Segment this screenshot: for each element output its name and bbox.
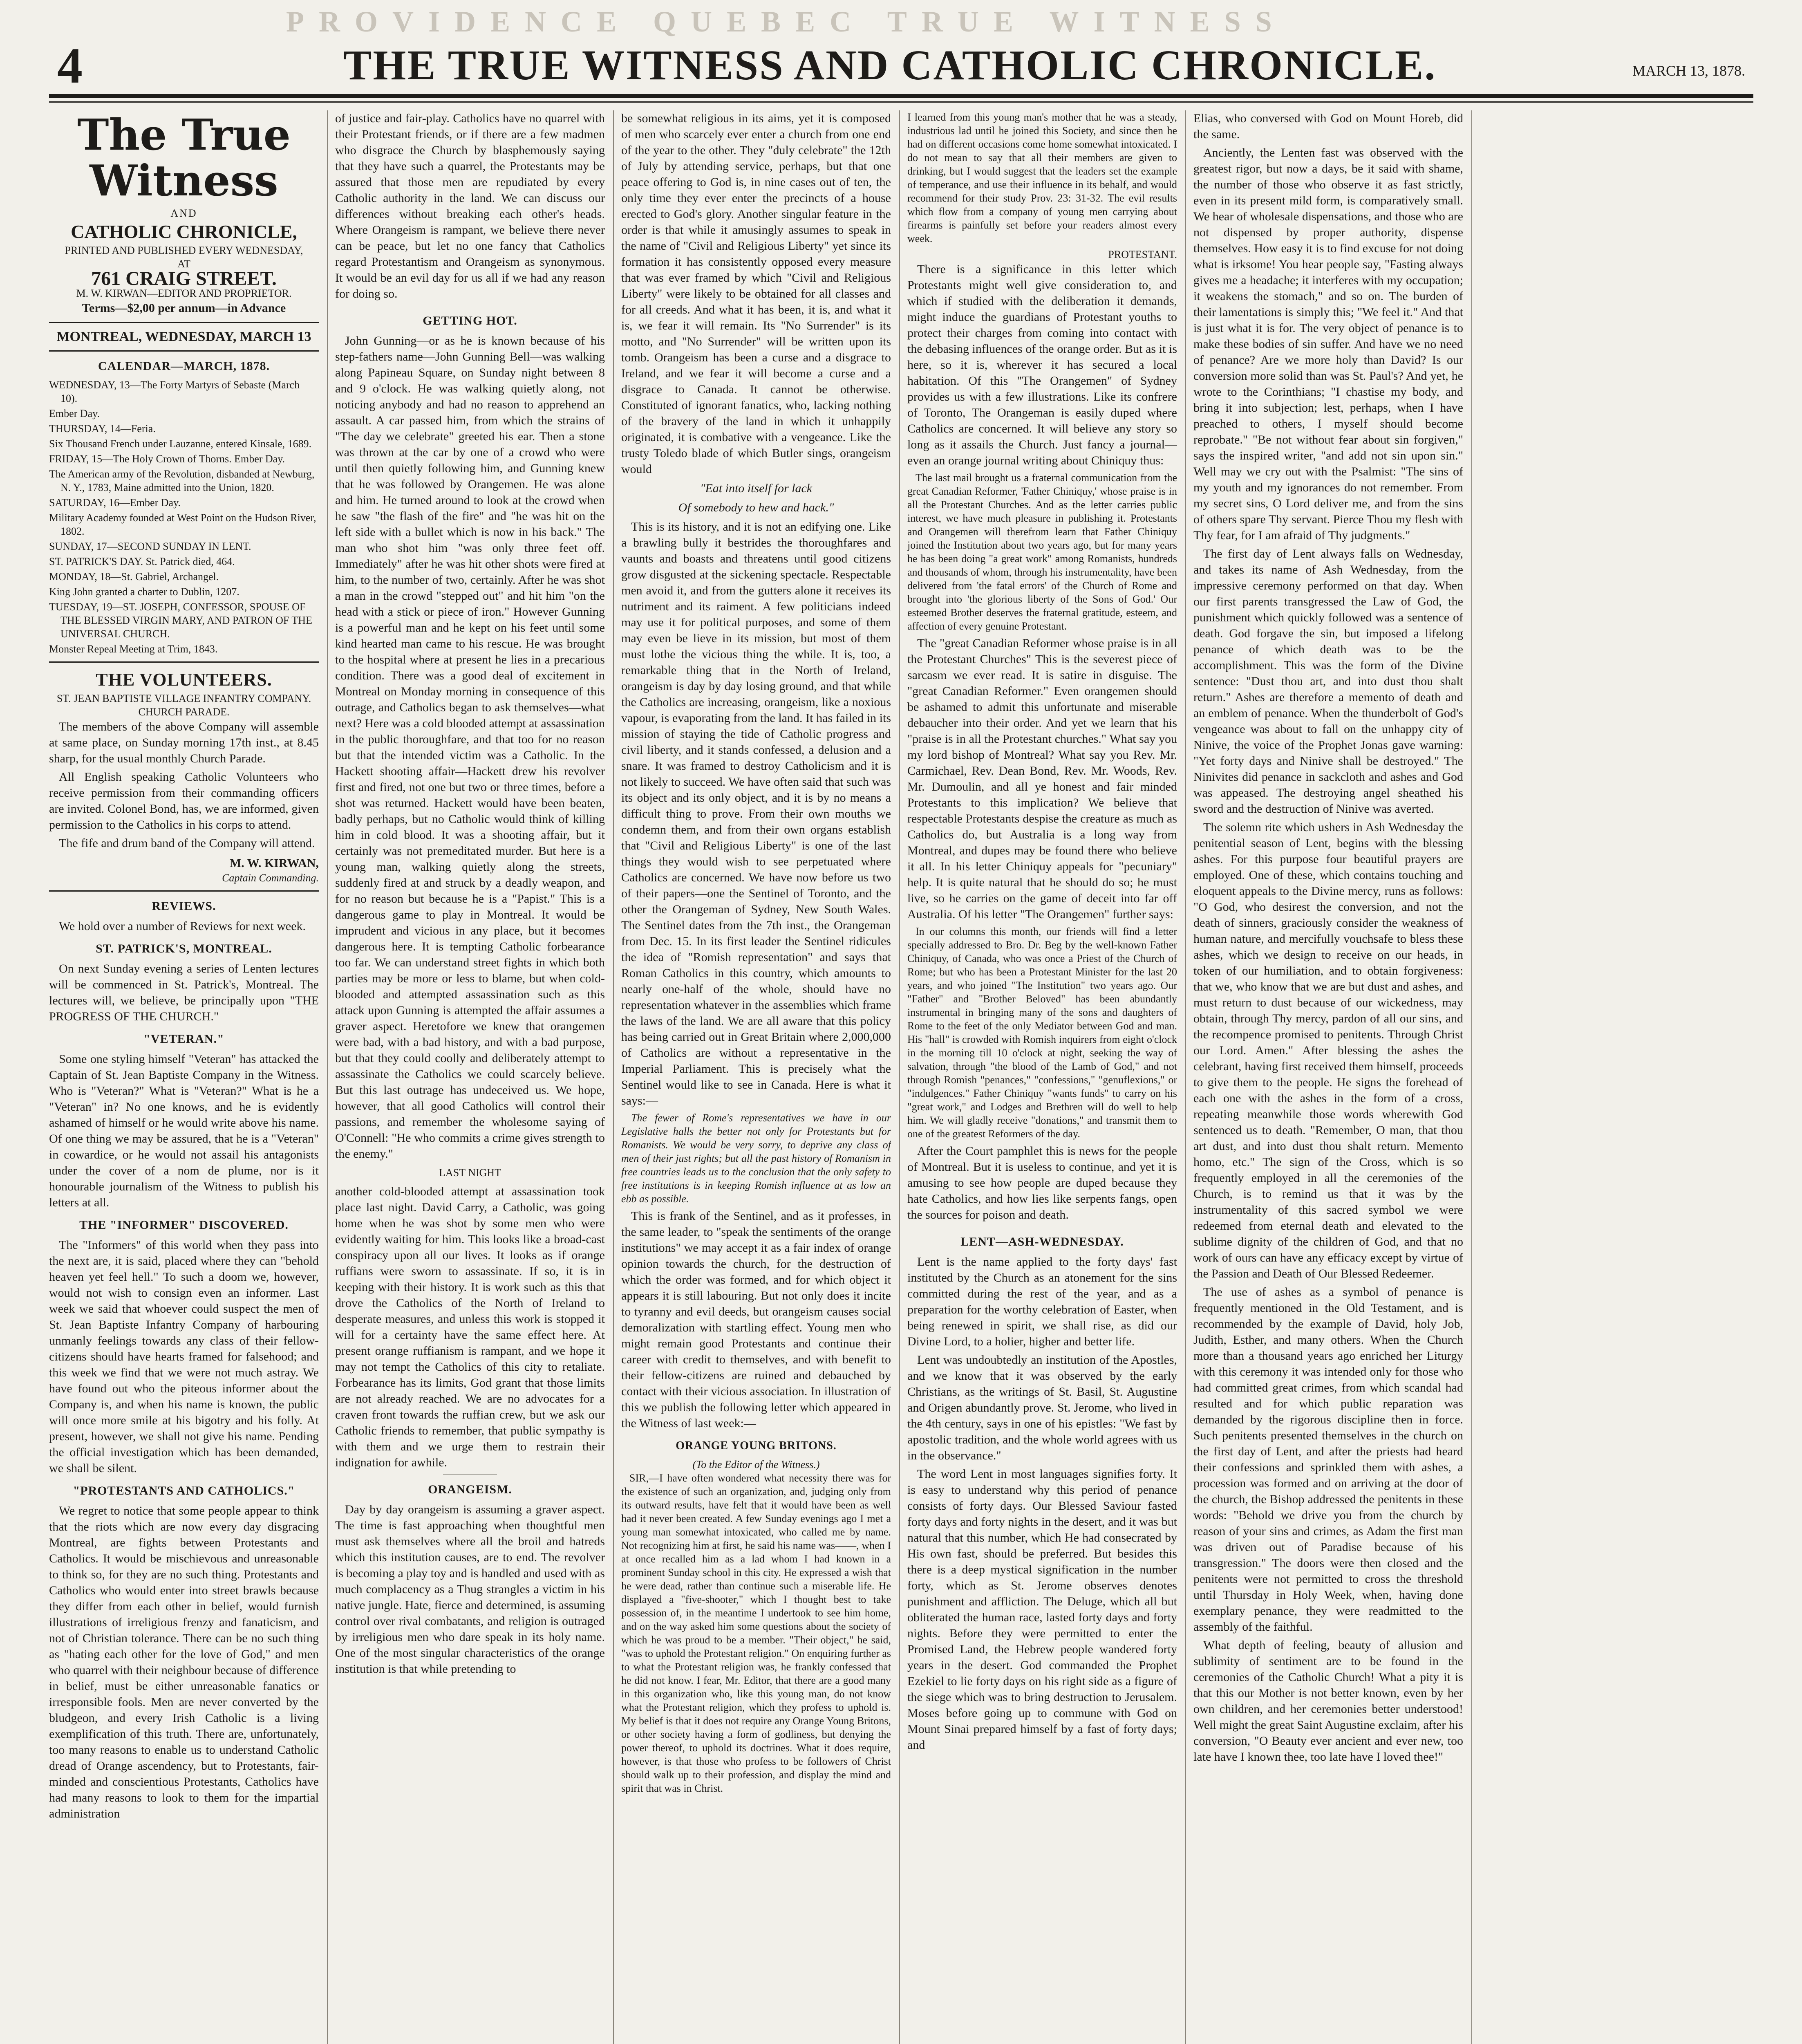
calendar-entry: King John granted a charter to Dublin, 1207.: [49, 586, 240, 598]
office-address: 761 CRAIG STREET.: [91, 268, 277, 289]
page-number: 4: [57, 38, 83, 94]
nameplate: The True Witness: [77, 110, 291, 206]
article-subheading: ST. JEAN BAPTISTE VILLAGE INFANTRY COMPANY.: [56, 693, 311, 704]
nameplate-and: AND: [170, 207, 197, 219]
column-divider: [1471, 110, 1472, 2044]
article-heading: LENT—ASH-WEDNESDAY.: [960, 1235, 1124, 1248]
article-heading: THE "INFORMER" DISCOVERED.: [79, 1218, 289, 1232]
article-paragraph: Some one styling himself "Veteran" has attacked the Captain of St. Jean Baptiste Company in the Witness. Who is "Veteran?" What is "Veteran?" What is he a "Veteran" in? No one knows, and he is evidently ashamed of himself or he would write above his name. Of one thing we may be assured, that he is a "Veteran" in cowardice, or he would not assail his antagonists under the cover of a nom de plume, nor is it honourable journalism of the Witness to publish his letters at all.: [49, 1052, 319, 1209]
letter-text: I learned from this young man's mother that he was a steady, industrious lad until he joined this Society, and since then he had on different occasions come home somewhat intoxicated. I do not mean to say that all their members are given to drinking, but I would suggest that the leaders set the example of temperance, and use their influence in its behalf, and would recommend for their study Prov. 23: 31-32. The evil results which flow from a company of young men carrying about firearms is painfully set before your readers almost every week.: [907, 111, 1177, 244]
calendar-entry: Ember Day.: [49, 408, 100, 419]
calendar-entry: MONDAY, 18—St. Gabriel, Archangel.: [49, 571, 219, 583]
publishing-info: PRINTED AND PUBLISHED EVERY WEDNESDAY,: [65, 244, 303, 256]
article-paragraph: What depth of feeling, beauty of allusion and sublimity of sentiment are to be found in the ceremonies of the Catholic Church! What a pity it is that this our Mother is not better known, even by her own children, and her ceremonies better understood! Well might the great Saint Augustine exclaim, after his conversion, "O Beauty ever ancient and ever new, too late have I known thee, too late have I loved thee!": [1193, 1638, 1463, 1764]
article-heading: "VETERAN.": [143, 1032, 224, 1046]
calendar-entry: Military Academy founded at West Point on the Hudson River, 1802.: [49, 512, 316, 537]
verse-line: Of somebody to hew and hack.": [678, 501, 834, 514]
signature: M. W. KIRWAN,: [229, 856, 319, 870]
column-4: [907, 110, 1177, 2044]
calendar-heading: CALENDAR—MARCH, 1878.: [98, 359, 270, 373]
column-divider: [613, 110, 614, 2044]
masthead-rule-thick: [49, 94, 1753, 98]
calendar-entry: ST. PATRICK'S DAY. St. Patrick died, 464.: [49, 556, 235, 567]
divider: [49, 890, 319, 892]
column-2: [335, 110, 605, 2044]
subscription-terms: Terms—$2,00 per annum—in Advance: [82, 301, 286, 315]
column-divider: [1185, 110, 1186, 2044]
block-quote: The fewer of Rome's representatives we have in our Legislative halls the better not only for Protestants but for Romanists. We would be very sorry, to deprive any class of men of their just rights; but all the past history of Romanism in free countries leads us to the conclusion that the only safety to free institutions is in keeping Romish influence at as low an ebb as possible.: [621, 1112, 891, 1205]
article-paragraph: John Gunning—or as he is known because of his step-fathers name—John Gunning Bell—was walking along Papineau Square, on Sunday night between 8 and 9 o'clock. He was walking quietly along, not noticing anybody and had no reason to apprehend an assault. A car passed him, from which the strains of "The day we celebrate" greeted his ear. Then a stone was thrown at the car by one of a crowd who were until then quietly following him, and Gunning knew that he was followed by Orangemen. He was alone and him. He turned around to look at the crowd when he saw "the flash of the fire" and "he was hit on the left side with a bullet which is now in his back." The man who shot him "was only three feet off. Immediately" after he was hit other shots were fired at him, to the number of two, certainly. After he was shot a man in the crowd "stepped out" and hit him "on the head with a stick or piece of iron." However Gunning is a powerful man and he kept on his feet until some kind hearted man came to his rescue. He was brought to the hospital where at present he lies in a precarious condition. There was a good deal of excitement in Montreal on Monday morning in consequence of this outrage, and Catholics began to ask themselves—what next? Here was a cold blooded attempt at assassination in the public thoroughfare, and that too for no reason but that the intended victim was a Catholic. In the Hackett shooting affair—Hackett drew his revolver first and fired, not one but two or three times, before a shot was returned. Hackett would have been beaten, badly perhaps, but no Catholic would think of killing him in cold blood. It was a shooting affair, but it certainly was not premeditated murder. But here is a young man, walking quietly along the streets, suddenly fired at and struck by a deadly weapon, and for no reason but because he is a "Papist." This is a dangerous game to play in Montreal. It would be imprudent and vicious in any place, but it becomes dangerous here. It is tempting Catholic forbearance too far. We can understand street fights in which both parties may be more or less to blame, but when cold-blooded and attempted assassination such as this attack upon Gunning is attempted the affair assumes a graver aspect. Heretofore we knew that orangemen were bad, with a bad history, and with a bad purpose, but that they could coolly and deliberately attempt to assassinate the Catholics we could scarcely believe. But this last outrage has undeceived us. We hope, however, that all good Catholics will control their passions, and remember the wholesome saying of O'Connell: "He who commits a crime gives strength to the enemy.": [335, 334, 605, 1161]
article-paragraph: The members of the above Company will assemble at same place, on Sunday morning 17th inst., at 8.45 sharp, for the usual monthly Church Parade.: [49, 720, 319, 765]
article-paragraph: Elias, who conversed with God on Mount Horeb, did the same.: [1193, 112, 1463, 141]
block-quote: The last mail brought us a fraternal communication from the great Canadian Reformer, 'Father Chiniquy,' whose praise is in all the Protestant Churches. And as the letter carries public interest, we have much pleasure in publishing it. Protestants and Orangemen will therefrom learn that Father Chiniquy joined the Institution about two years ago, but for many years he has been doing "a great work" among Romanists, hundreds and thousands of whom, through his instrumentality, have been delivered from 'the fatal errors' of the Church of Rome and brought into 'the glorious liberty of the Sons of God.' Our esteemed Brother deserves the fraternal gratitude, esteem, and affection of every genuine Protestant.: [907, 472, 1177, 632]
article-paragraph: another cold-blooded attempt at assassination took place last night. David Carry, a Catholic, was going home when he was shot by some men who were evidently waiting for him. This looks like a broad-cast conspiracy upon all our lives. It looks as if orange ruffians were sworn to assassinate. If so, it is in keeping with their history. It is work such as this that drove the Catholics of the North of Ireland to desperate measures, and unless this work is stopped it will for a certainty have the same effect here. At present orange ruffianism is rampant, and we hope it may not tempt the Catholics of this city to retaliate. Forbearance has its limits, God grant that those limits are not already reached. We are no advocates for a craven front towards the ruffian crew, but we ask our Catholic friends to remember, that public sympathy is with them and we urge them to restrain their indignation for awhile.: [335, 1185, 605, 1469]
calendar-entry: The American army of the Revolution, disbanded at Newburg, N. Y., 1783, Maine admitted into the Union, 1820.: [49, 468, 315, 493]
article-paragraph: be somewhat religious in its aims, yet it is composed of men who scarcely ever enter a church from one end of the year to the other. They "duly celebrate" the 12th of July by attending service, perhaps, but that one peace offering to God is, in nine cases out of ten, the only time they ever enter the precincts of a house erected to God's glory. Another singular feature in the order is that while it amusingly assumes to speak in the name of "Civil and Religious Liberty" yet since its formation it has consistently opposed every measure that was ever framed by which "Civil and Religious Liberty" were likely to be obtained for all classes and for all creeds. And what it has been, it is, and what it is, we fear it will remain. Its "No Surrender" is its motto, and "No Surrender" will be written upon its tomb. Orangeism has been a curse and a disgrace to Ireland, and we fear it will become a curse and a disgrace to Canada. It cannot be otherwise. Constituted of ignorant fanatics, who, lacking nothing of the bravery of the land in which it unhappily originated, it is combative with a vengeance. Like the trusty Toledo blade of which Butler sings, orangeism would: [621, 112, 891, 476]
column-1: [49, 110, 319, 2044]
calendar-entry: SATURDAY, 16—Ember Day.: [49, 497, 181, 509]
article-paragraph: The solemn rite which ushers in Ash Wednesday the penitential season of Lent, begins with the blessing ashes. For this purpose four beautiful prayers are employed. One of these, which contains touching and eloquent appeals to the Divine mercy, runs as follows: "O God, who desirest the conversion, and not the death of sinners, graciously consider the weakness of human nature, and mercifully vouchsafe to bless these ashes, which we design to receive on our heads, in token of our humiliation, and to obtain forgiveness: that we, who know that we are but dust and ashes, and must return to dust because of our wickedness, may obtain, through Thy mercy, pardon of all our sins, and the recompence promised to penitents. Through Christ our Lord. Amen." After blessing the ashes the celebrant, having first received them himself, proceeds to give them to the people. He signs the forehead of each one with the ashes in the form of a cross, repeating meanwhile those words wherewith God sentenced us to death. "Remember, O man, that thou art dust, and into dust thou shalt return. Memento homo, etc." The sign of the Cross, which is so frequently employed in all the ceremonies of the Church, is to remind us that it was by the instrumentality of this sacred symbol we were redeemed from eternal death and elevated to the sublime dignity of the children of God, and that no work of ours can have any efficacy except by virtue of the Passion and Death of Our Blessed Redeemer.: [1193, 820, 1463, 1280]
issue-date: MARCH 13, 1878.: [1632, 63, 1745, 79]
divider: [49, 322, 319, 323]
block-quote: In our columns this month, our friends will find a letter specially addressed to Bro. Dr. Beg by the well-known Father Chiniquy, of Canada, who was once a Priest of the Church of Rome; but who has been a Protestant Minister for the last 20 years, and who joined "The Institution" two years ago. Our "Father" and "Brother Beloved" has been abundantly instrumental in bringing many of the sons and daughters of Rome to the feet of the only Mediator between God and man. His "hall" is crowded with Romish inquirers from eight o'clock in the morning till 10 o'clock at night, seeking the way of salvation, through "the blood of the Lamb of God," and not through Romish "penances," "confessions," "genuflexions," or "indulgences." Father Chiniquy "wants funds" to carry on his "great work," and Lodges and Brethren will do well to help him. We will gladly receive "donations," and transmit them to one of the greatest Reformers of the day.: [907, 926, 1177, 1140]
calendar-entry: SUNDAY, 17—SECOND SUNDAY IN LENT.: [49, 540, 251, 552]
article-paragraph: All English speaking Catholic Volunteers who receive permission from their commanding officers are invited. Colonel Bond, has, we are informed, given permission to the Catholics in his corps to attend.: [49, 770, 319, 831]
article-paragraph: of justice and fair-play. Catholics have no quarrel with their Protestant friends, or if there are a few madmen who disgrace the Church by blasphemously saying that they have such a quarrel, the Protestants may be assured that those men are repudiated by every Catholic authority in the land. We can discuss our differences without breaking each other's heads. Where Orangeism is rampant, we believe there never can be peace, but let no one fancy that Catholics regard Protestantism and Orangeism as synonymous. It would be an evil day for us all if we had any reason for doing so.: [335, 112, 605, 300]
signature-title: Captain Commanding.: [222, 872, 319, 884]
article-paragraph: The "Informers" of this world when they pass into the next are, it is said, placed where they can "behold heaven yet feel hell." To such a doom we, however, would not wish to consign even an informer. Last week we said that whoever could suspect the men of St. Jean Baptiste Infantry Company of harbouring unmanly feelings towards any class of their fellow-citizens should have hearts framed for falsehood; and this week we find that we were not much astray. We have found out who the piteous informer about the Company is, and when his name is known, the public will once more smile at his bigotry and his folly. At present, however, we shall not give his name. Pending the official investigation which has been demanded, we shall be silent.: [49, 1238, 319, 1475]
article-paragraph: The word Lent in most languages signifies forty. It is easy to understand why this period of penance consists of forty days. Our Blessed Saviour fasted forty days and forty nights in the desert, and it was but natural that this number, which He had consecrated by His own fast, should be preferred. But besides this there is a deep mystical signification in the number forty, which as St. Jerome observes denotes punishment and affliction. The Deluge, which all but obliterated the human race, lasted forty days and forty nights. Before they were permitted to enter the Promised Land, the Hebrew people wandered forty years in the desert. God commanded the Prophet Ezekiel to lie forty days on his right side as a figure of the siege which was to bring destruction to Jerusalem. Moses before going up to commune with God on Mount Sinai prepared himself by a fast of forty days; and: [907, 1467, 1177, 1752]
publishing-at: AT: [177, 258, 190, 270]
article-paragraph: The use of ashes as a symbol of penance is frequently mentioned in the Old Testament, and is recommended by the example of David, holy Job, Judith, Esther, and many others. When the Church more than a thousand years ago enriched her Liturgy with this ceremony it was intended only for those who had committed great crimes, from which scandal had resulted and for which public reparation was demanded by the rigorous discipline then in force. Such penitents presented themselves in the church on the first day of Lent, and after the priests had heard their confessions and sprinkled them with ashes, a procession was formed and on arriving at the door of the church, the Bishop addressed the penitents in these words: "Behold we drive you from the church by reason of your sins and crimes, as Adam the first man was driven out of Paradise because of his transgression." The doors were then closed and the penitents were not permitted to cross the threshold until Thursday in Holy Week, when, having done exemplary penance, they were readmitted to the assembly of the faithful.: [1193, 1285, 1463, 1634]
letter-signature: PROTESTANT.: [1108, 249, 1177, 260]
column-5: [1193, 110, 1463, 2044]
article-heading: GETTING HOT.: [423, 314, 517, 327]
article-paragraph: Lent is the name applied to the forty days' fast instituted by the Church as an atonement for the sins committed during the rest of the year, and as a preparation for the worthy celebration of Easter, when being renewed in spirit, we shall rise, as did our Divine Lord, to a holier, higher and better life.: [907, 1255, 1177, 1348]
masthead: [57, 38, 1745, 94]
newspaper-title: THE TRUE WITNESS AND CATHOLIC CHRONICLE.: [343, 42, 1437, 89]
masthead-rule-thin: [49, 101, 1753, 103]
calendar-entry: THURSDAY, 14—Feria.: [49, 423, 156, 435]
calendar-entry: Six Thousand French under Lauzanne, entered Kinsale, 1689.: [49, 438, 312, 450]
article-heading: ST. PATRICK'S, MONTREAL.: [96, 942, 272, 955]
divider: [49, 661, 319, 663]
article-paragraph: Day by day orangeism is assuming a graver aspect. The time is fast approaching when thoughtful men must ask themselves where all the broil and hatreds which this institution causes, are to end. The revolver is becoming a play toy and is handled and used with as much complacency as a Thug strangles a victim in his native jungle. Hate, fierce and determined, is assuming control over rival combatants, and religion is outraged by irreligious men who dare speak in its holy name. One of the most singular characteristics of the orange institution is that while pretending to: [335, 1503, 605, 1676]
column-divider: [899, 110, 900, 2044]
article-heading: REVIEWS.: [152, 899, 216, 913]
calendar-list: [49, 378, 319, 656]
article-paragraph: The first day of Lent always falls on Wednesday, and takes its name of Ash Wednesday, from the impressive ceremony performed on that day. When our first parents transgressed the Law of God, the punishment which quickly followed was a sentence of death. God forgave the sin, but imposed a lifelong penance of which death was to be the accomplishment. This was the form of the Divine sentence: "Dust thou art, and into dust thou shalt return." Ashes are therefore a memento of death and an emblem of penance. When the thunderbolt of God's vengeance was about to fall on the unhappy city of Ninive, the voice of the Prophet Jonas gave warning: "Yet forty days and Ninive shall be destroyed." The Ninivites did penance in sackcloth and ashes and God was appeased. The destroying angel sheathed his sword and the destruction of Ninive was averted.: [1193, 547, 1463, 816]
article-paragraph: Anciently, the Lenten fast was observed with the greatest rigor, but now a days, be it said with shame, the number of those who observe it as fast strictly, even in its present mild form, is comparatively small. We hear of wholesale dispensations, and those who are not dispensed by proper authority, dispense themselves. How easy it is to find excuse for not doing what is irksome! You hear people say, "Fasting always gives me a headache; it interferes with my occupation; it weakens the stomach," and so on. The burden of their lamentations is simply this; "We feel it." And that is just what it is for. The very object of penance is to make these bodies of sin suffer. And have we no need of penance? Are we more holy than David? Is our conversion more solid than was St. Paul's? And yet, he wrote to the Corinthians; "I chastise my body, and bring it into subjection; lest, perhaps, when I have preached to others, I myself should become reprobate." "Be not without fear about sin forgiven," says the inspired writer, "and add not sin upon sin." Well may we cry out with the Psalmist: "The sins of my youth and my ignorances do not remember. From my secret sins, O Lord deliver me, and from the sins of others spare Thy servant. Pierce Thou my flesh with Thy fear, for I am afraid of Thy judgments.": [1193, 146, 1463, 542]
letter-heading: ORANGE YOUNG BRITONS.: [676, 1439, 837, 1452]
article-heading: THE VOLUNTEERS.: [96, 670, 272, 690]
article-heading: "PROTESTANTS AND CATHOLICS.": [73, 1484, 295, 1497]
editor-line: M. W. KIRWAN—EDITOR AND PROPRIETOR.: [76, 287, 292, 299]
article-paragraph: On next Sunday evening a series of Lenten lectures will be commenced in St. Patrick's, Montreal. The lectures will, we believe, be principally upon "THE PROGRESS OF THE CHURCH.": [49, 962, 319, 1023]
article-paragraph: This is frank of the Sentinel, and as it professes, in the same leader, to "speak the sentiments of the orange institutions" we may accept it as a fair index of orange opinion towards the church, for the destruction of which the order was formed, and for which object it appears it is still labouring. But not only does it incite to tyranny and evil deeds, but orangeism causes social demoralization with startling effect. Young men who might remain good Protestants and continue their career with credit to themselves, and with benefit to their fellow-citizens are ruined and debauched by contact with their vicious association. In illustration of this we publish the following letter which appeared in the Witness of last week:—: [621, 1209, 891, 1430]
article-paragraph: We hold over a number of Reviews for next week.: [59, 919, 306, 933]
article-paragraph: The fife and drum band of the Company will attend.: [59, 836, 315, 850]
letter-subheading: (To the Editor of the Witness.): [692, 1459, 820, 1470]
calendar-entry: WEDNESDAY, 13—The Forty Martyrs of Sebaste (March 10).: [49, 379, 300, 404]
article-paragraph: The "great Canadian Reformer whose praise is in all the Protestant Churches" This is the severest piece of sarcasm we ever read. It is satire in disguise. The "great Canadian Reformer." Even orangemen should be ashamed to admit this unfortunate and miserable debaucher into their order. And yet we learn that his "praise is in all the Protestant churches." What say you my lord bishop of Montreal? What say you Rev. Mr. Carmichael, Rev. Dean Bond, Rev. Mr. Woods, Rev. Mr. Dumoulin, and all ye honest and fair minded Protestants to this implication? We believe that respectable Protestants despise the creature as much as Catholics do, but Australia is a long way from Montreal, and dupes may be found there who believe it all. In his letter Chiniquy appeals for "pecuniary" help. It is quite natural that he should do so; he must live, so he carries on the game of deceit into far off Australia. Of his letter "The Orangemen" further says:: [907, 637, 1177, 921]
column-divider: [327, 110, 328, 2044]
dateline: MONTREAL, WEDNESDAY, MARCH 13: [56, 329, 311, 344]
nameplate-subtitle: CATHOLIC CHRONICLE,: [71, 221, 297, 242]
article-subheading: CHURCH PARADE.: [138, 706, 230, 718]
calendar-entry: FRIDAY, 15—The Holy Crown of Thorns. Ember Day.: [49, 453, 285, 465]
article-paragraph: We regret to notice that some people appear to think that the riots which are now every day disgracing Montreal, are fights between Protestants and Catholics. It would be mischievous and unreasonable to think so, for they are no such thing. Protestants and Catholics who would enter into street brawls because they differ from each other in belief, would furnish illustrations of irreligious frenzy and fanaticism, and not of Christian tolerance. There can be no such thing as "hating each other for the love of God," and men who quarrel with their neighbour because of difference in belief, must be either unreasonable fanatics or irresponsible fools. Men are never converted by the bludgeon, and every Irish Catholic is a living exemplification of this truth. There are, unfortunately, too many reasons to enable us to understand Catholic dread of Orange ascendency, but to Protestants, fair-minded and conscientious Protestants, Catholics have had many reasons to look to them for the impartial administration: [49, 1504, 319, 1820]
article-paragraph: After the Court pamphlet this is news for the people of Montreal. But it is useless to continue, and yet it is amusing to see how people are duped because they hate Catholics, and how lies like serpents fangs, open the sources for poison and death.: [907, 1144, 1177, 1221]
verse-line: "Eat into itself for lack: [700, 482, 813, 495]
calendar-entry: TUESDAY, 19—ST. JOSEPH, CONFESSOR, SPOUSE OF THE BLESSED VIRGIN MARY, AND PATRON OF THE UNIVERSAL CHURCH.: [49, 601, 312, 640]
article-subheading: LAST NIGHT: [439, 1167, 501, 1179]
article-heading: ORANGEISM.: [428, 1483, 512, 1496]
article-paragraph: Lent was undoubtedly an institution of the Apostles, and we know that it was observed by the early Christians, as the writings of St. Basil, St. Augustine and Origen abundantly prove. St. Jerome, who lived in the 4th century, says in one of his epistles: "We fast by apostolic tradition, and the whole world agrees with us in the observance.": [907, 1353, 1177, 1462]
calendar-entry: Monster Repeal Meeting at Trim, 1843.: [49, 643, 218, 655]
article-paragraph: There is a significance in this letter which Protestants might well give consideration to, and which if studied with the deliberation it demands, might induce the guardians of Protestant youths to protect their charges from coming into contact with the debasing influences of the orange order. But as it is here, so it is, wherever it has secured a local habitation. Of this "The Orangemen" of Sydney provides us with a few illustrations. Like its confrere of Toronto, The Orangeman is easily duped where Catholics are concerned. It will believe any story so long as it assails the Church. Just fancy a journal—even an orange journal writing about Chiniquy thus:: [907, 262, 1177, 467]
column-3: [621, 110, 891, 2044]
bleed-through-text: PROVIDENCE QUEBEC TRUE WITNESS: [286, 5, 1287, 38]
letter-text: SIR,—I have often wondered what necessity there was for the existence of such an organization, and, judging only from its outward results, have felt that it would have been as well had it never been created. A few Sunday evenings ago I met a young man somewhat intoxicated, who called me by name. Not recognizing him at first, he said his name was——, when I at once recalled him as a lad whom I had known in a prominent Sunday school in this city. He expressed a wish that he were dead, rather than continue such a miserable life. He displayed a "five-shooter," which I thought best to take possession of, in the meantime I undertook to see him home, and on the way asked him some questions about the society of which he was proud to be a member. "Their object," he said, "was to uphold the Protestant religion." On enquiring further as to what the Protestant religion was, he frankly confessed that he did not know. I fear, Mr. Editor, that there are a good many in this organization who, like this young man, do not know what the Protestant religion, which they profess to uphold is. My belief is that it does not require any Orange Young Britons, or other society having a form of godliness, but denying the power thereof, to uphold its doctrines. What it does require, however, is that those who profess to be followers of Christ should walk up to their profession, and display the mind and spirit that was in Christ.: [621, 1472, 891, 1794]
divider: [49, 350, 319, 352]
article-paragraph: This is its history, and it is not an edifying one. Like a brawling bully it bestrides the thoroughfares and vaunts and boasts and threatens until good citizens grow disgusted at the sickening spectacle. Respectable men avoid it, and from the gutters alone it receives its nutriment and its raiment. A few politicians indeed may use it for political purposes, and some of them may even be lieve in its mission, but most of them must lothe the vicious thing the while. It is, too, a remarkable thing that in the North of Ireland, orangeism is day by day losing ground, and that while the Catholics are increasing, orangeism, like a noxious vapour, is evaporating from the land. It has failed in its mission of staying the tide of Catholic progress and civil liberty, and it stands confessed, a delusion and a snare. It was framed to destroy Catholicism and it is not likely to succeed. We have often said that such was its object and its only object, and it is by no means a difficult thing to prove. From their own mouths we condemn them, and from their own organs establish that "Civil and Religious Liberty" is one of the last things they would wish to see perpetuated where Catholics are concerned. We have now before us two of their papers—one the Sentinel of Toronto, and the other the Orangeman of Sydney, New South Wales. The Sentinel dates from the 7th inst., the Orangeman from Dec. 15. In its first leader the Sentinel ridicules the idea of "Romish representation" and says that Roman Catholics in this country, which amounts to nearly one-half of the whole, should have no representation whatever in the assemblies which frame the laws of the land. We are all aware that this policy has being carried out in Great Britain where 2,000,000 of Catholics are without a representative in the Imperial Parliament. This is precisely what the Sentinel would like to see in Canada. Here is what it says:—: [621, 520, 891, 1107]
